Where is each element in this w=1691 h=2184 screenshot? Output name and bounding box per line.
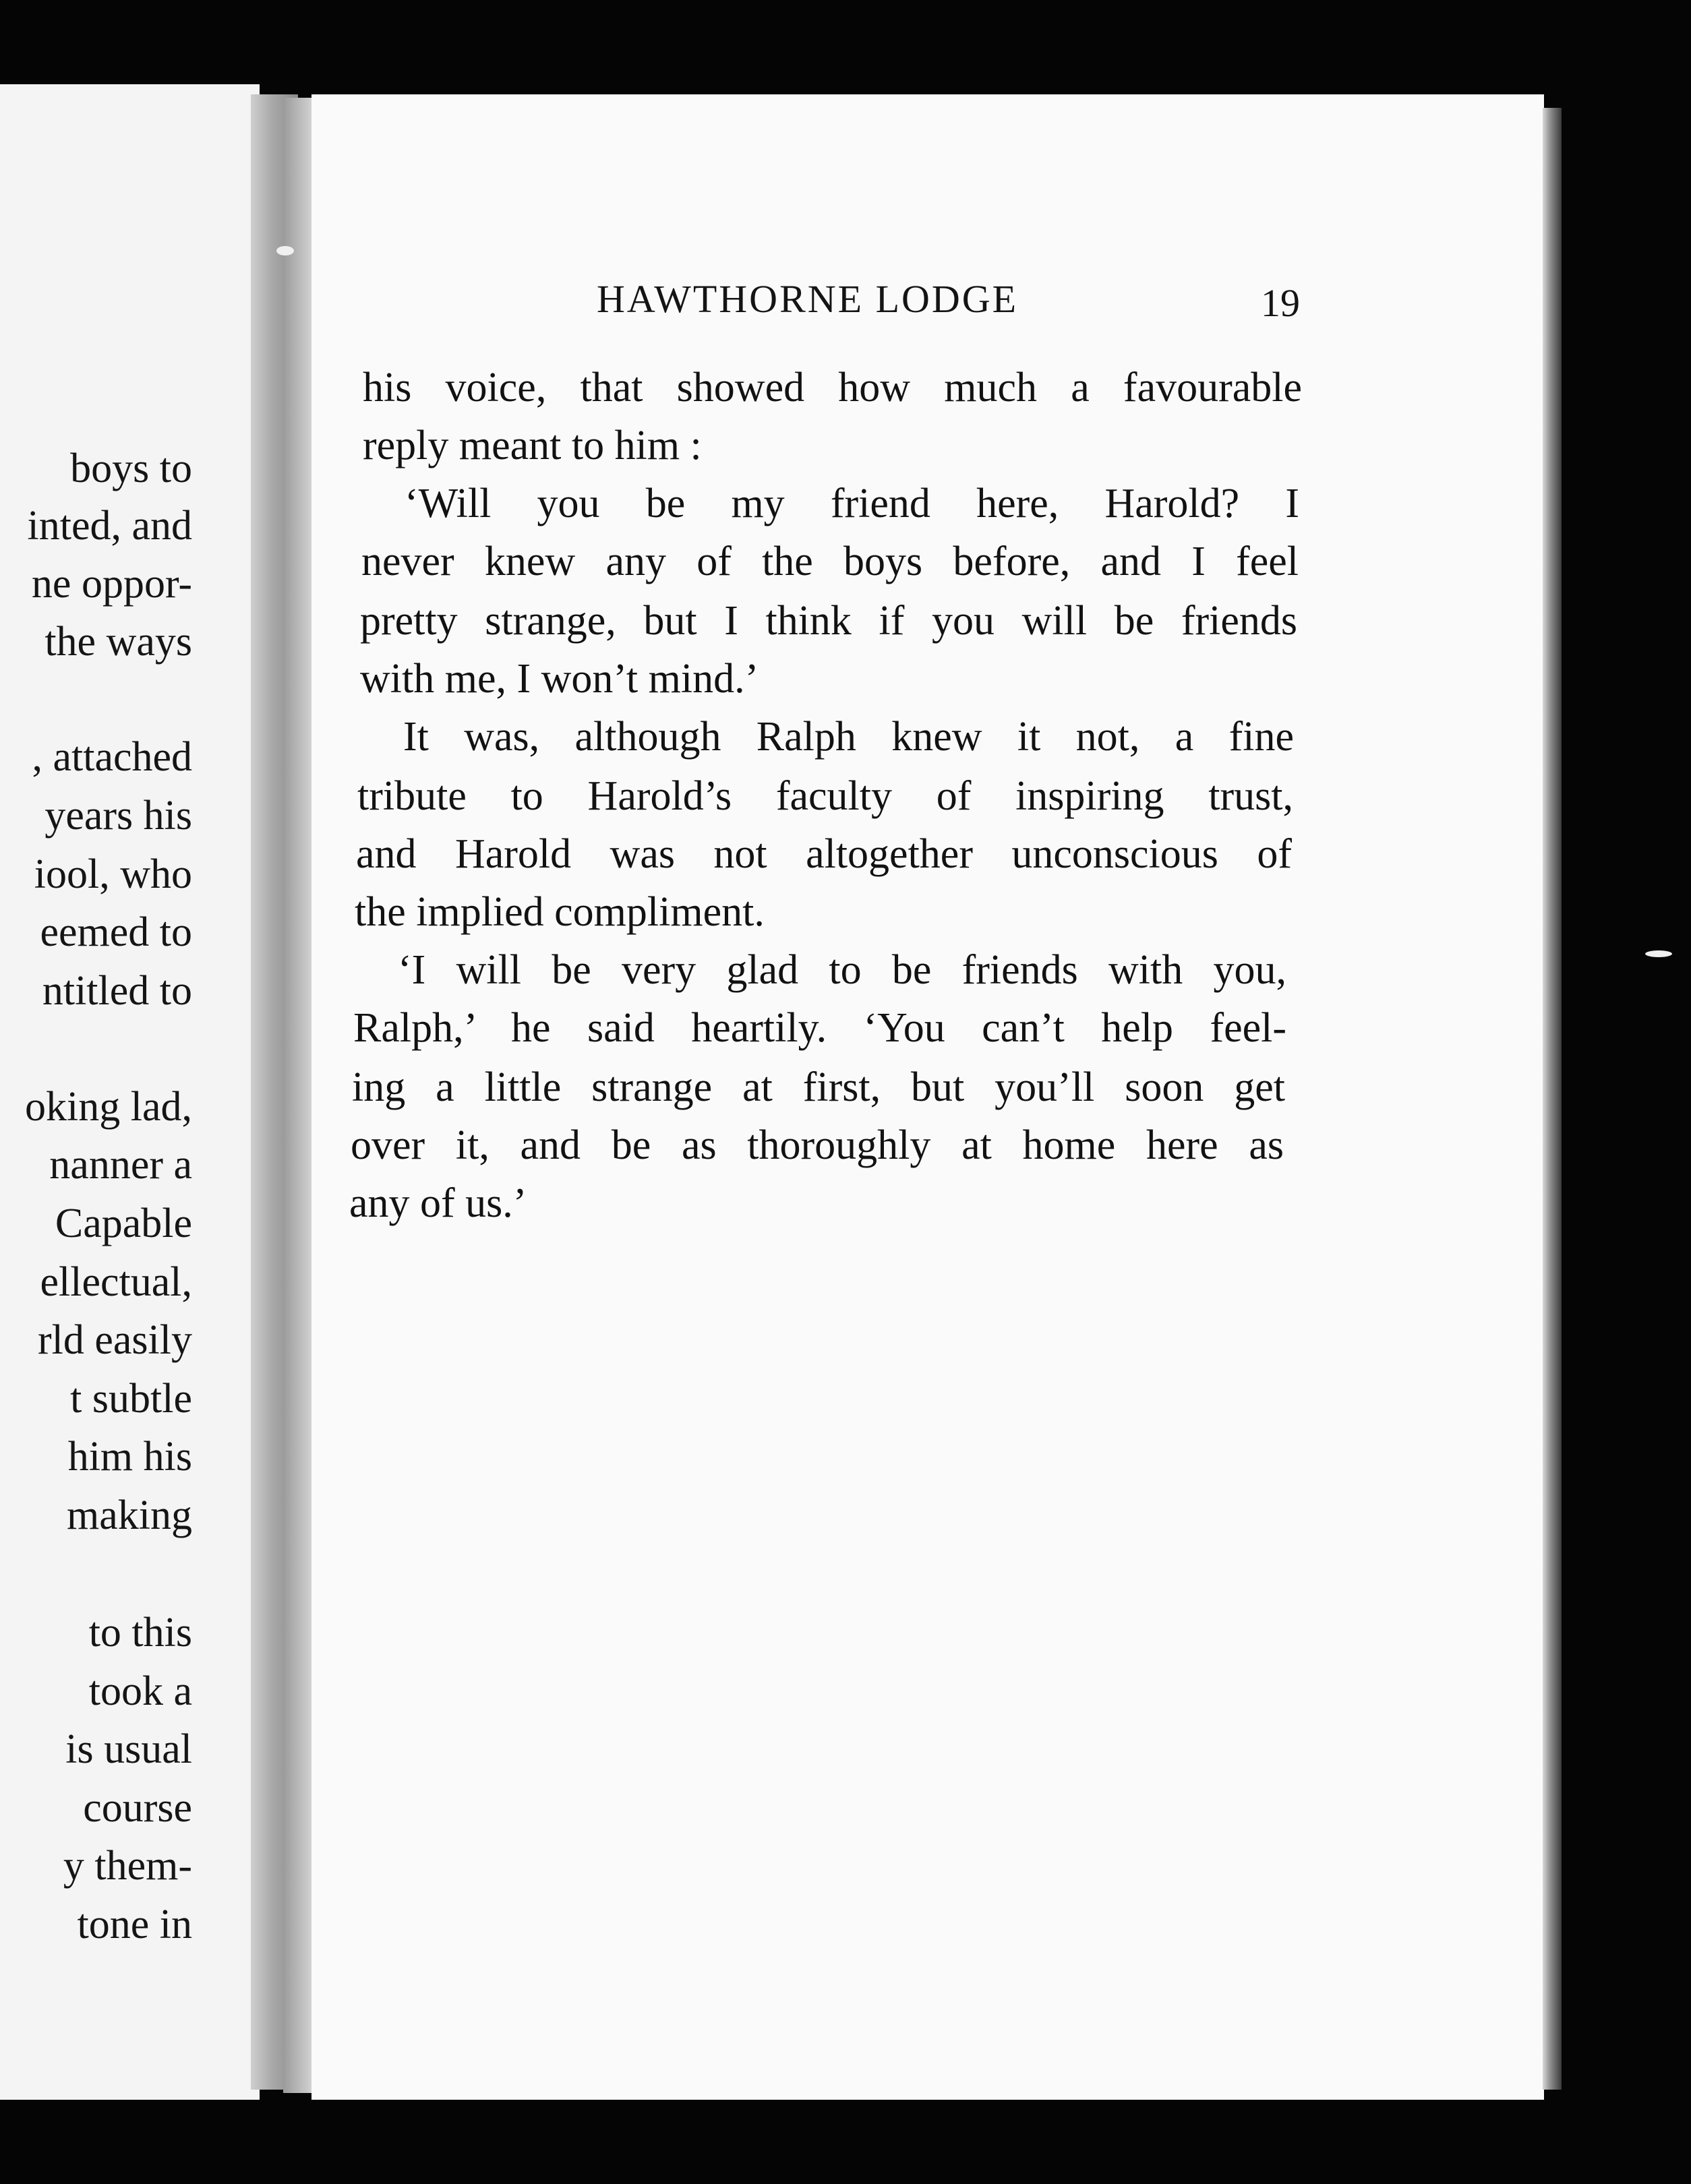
text-line: , attached: [32, 734, 192, 780]
text-line: t subtle: [70, 1376, 192, 1422]
text-line: ‘I will be very glad to be friends with you,: [398, 947, 1286, 993]
text-line: Ralph,’ he said heartily. ‘You can’t help feel-: [353, 1005, 1286, 1051]
text-line: took a: [88, 1668, 192, 1714]
page-edge: [1543, 108, 1562, 2090]
text-line: nanner a: [49, 1142, 192, 1188]
text-line: eemed to: [40, 909, 192, 955]
text-line: y them-: [63, 1843, 192, 1889]
scan-speck: [1645, 950, 1672, 957]
text-line: over it, and be as thoroughly at home here as: [351, 1122, 1284, 1168]
text-line: ‘Will you be my friend here, Harold? I: [405, 481, 1299, 526]
text-line: oking lad,: [25, 1084, 192, 1130]
text-line: tone in: [77, 1902, 192, 1947]
text-line: any of us.’: [349, 1180, 527, 1226]
text-line: rld easily: [38, 1317, 192, 1363]
text-line: ellectual,: [40, 1259, 192, 1305]
text-line: pretty strange, but I think if you will be friends: [360, 598, 1297, 644]
text-line: boys to: [70, 446, 192, 491]
text-line: ne oppor-: [31, 561, 192, 607]
page-number: 19: [1261, 281, 1300, 325]
text-line: tribute to Harold’s faculty of inspiring trust,: [357, 773, 1293, 819]
text-line: never knew any of the boys before, and I feel: [361, 539, 1299, 584]
text-line: to this: [88, 1610, 192, 1656]
previous-page: [0, 84, 260, 2100]
text-line: inted, and: [27, 503, 192, 549]
text-line: his voice, that showed how much a favourable: [363, 365, 1302, 411]
text-line: making: [67, 1492, 192, 1538]
text-line: him his: [67, 1434, 192, 1480]
text-line: is usual: [65, 1726, 192, 1772]
text-line: ntitled to: [42, 968, 192, 1014]
text-line: course: [83, 1785, 192, 1831]
text-line: years his: [44, 793, 192, 839]
text-line: ing a little strange at first, but you’ll soon get: [352, 1064, 1285, 1110]
text-line: the implied compliment.: [355, 889, 765, 935]
text-line: the ways: [44, 619, 192, 665]
text-line: with me, I won’t mind.’: [360, 656, 759, 702]
text-line: iool, who: [34, 851, 192, 897]
text-line: reply meant to him :: [363, 423, 702, 468]
running-head: HAWTHORNE LODGE: [597, 277, 1019, 321]
text-line: Capable: [55, 1201, 192, 1246]
scan-speck: [276, 246, 294, 255]
text-line: It was, although Ralph knew it not, a fine: [403, 714, 1294, 760]
text-line: and Harold was not altogether unconscious of: [356, 831, 1292, 877]
